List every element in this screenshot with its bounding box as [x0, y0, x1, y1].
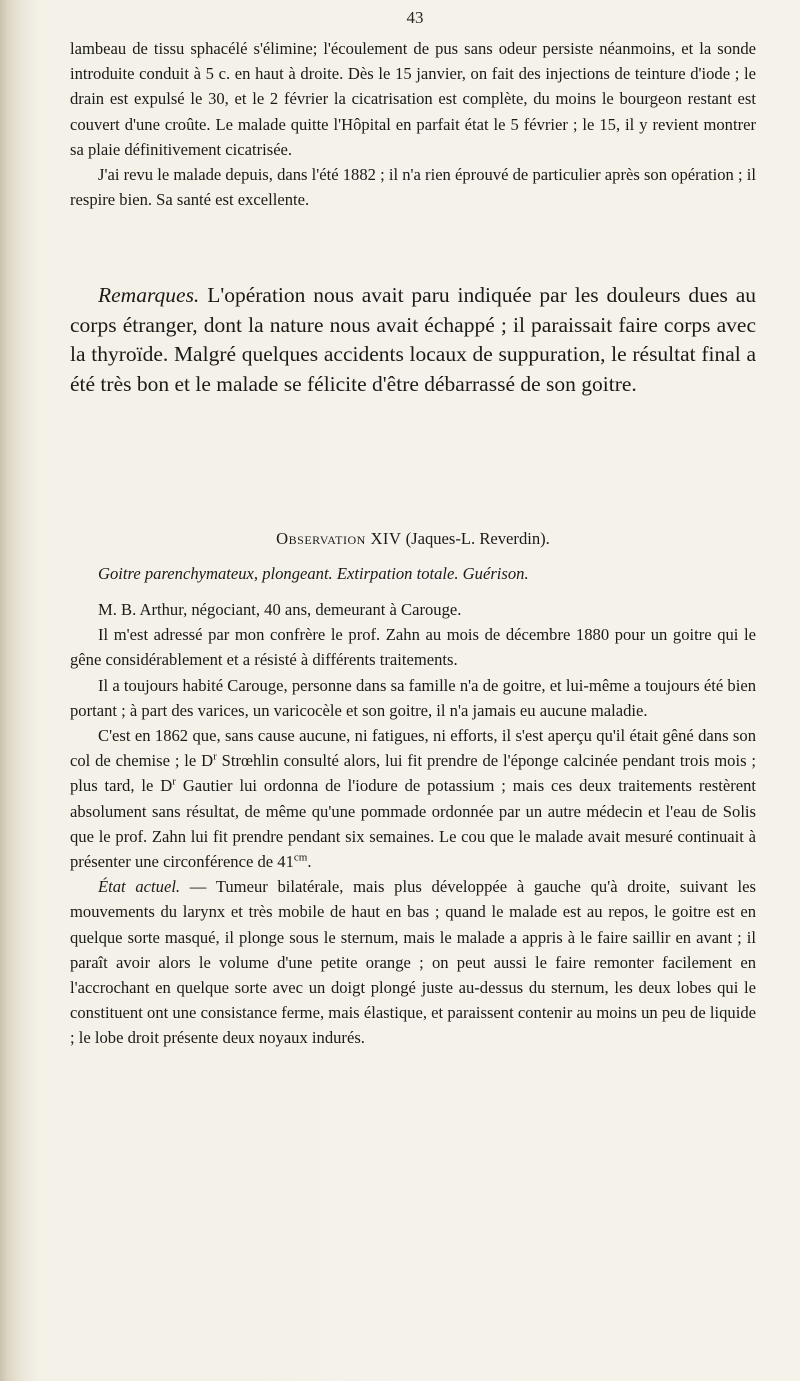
obs-p4-part-b: Strœhlin consulté alors, lui fit prendre de l'éponge calcinée pendant trois mois ; plus tard, le D: [70, 751, 756, 796]
paragraph-continuation: lambeau de tissu sphacélé s'élimine; l'écoulement de pus sans odeur persiste néanmoins, et la sonde introduite conduit à 5 c. en haut à droite. Dès le 15 janvier, on fait des injections de teinture d'iode ; le drain est expulsé le 30, et le 2 février la cicatrisation est complète, du moins le bourgeon restant est couvert d'une croûte. Le malade quitte l'Hôpital en parfait état le 5 février ; le 15, il y revient montrer sa plaie définitivement cicatrisée.: [70, 39, 756, 159]
remarks-section: [70, 281, 756, 399]
observation-header: [70, 526, 756, 551]
page-number: 43: [406, 8, 424, 27]
observation-label: Observation XIV: [276, 529, 402, 548]
observation-paragraph-5: [70, 874, 756, 1050]
observation-body: [70, 597, 756, 1051]
obs-p4-part-c: Gautier lui ordonna de l'iodure de potassium ; mais ces deux traitements restèrent absolument sans résultat, de même qu'une pommade ordonnée par un autre médecin et l'eau de Solis que le prof. Zahn lui fit prendre pendant six semaines. Le cou que le malade avait mesuré continuait à présenter une circonférence de 41: [70, 776, 757, 872]
paragraph-follow-up: J'ai revu le malade depuis, dans l'été 1882 ; il n'a rien éprouvé de particulier après son opération ; il respire bien. Sa santé est excellente.: [70, 165, 756, 210]
observation-subtitle: Goitre parenchymateux, plongeant. Extirpation totale. Guérison.: [98, 564, 529, 583]
observation-title: [70, 526, 756, 551]
obs-p4-sup-3: cm: [293, 851, 308, 864]
obs-p4-part-a: C'est en 1862 que, sans cause aucune, ni fatigues, ni efforts, il s'est aperçu qu'il était gêné dans son col de chemise ; le D: [70, 726, 756, 771]
state-text: — Tumeur bilatérale, mais plus développée à gauche qu'à droite, suivant les mouvements du larynx et très mobile de haut en bas ; quand le malade est au repos, le goitre est en quelque sorte masqué, il plonge sous le sternum, mais le malade a appris à le faire saillir en avant ; il paraît avoir alors le volume d'une petite orange ; on peut aussi le faire remonter facilement en l'accrochant en quelque sorte avec un doigt plongé juste au-dessus du sternum, les deux lobes qui le constituent ont une consistance ferme, mais élastique, et paraissent contenir au moins un peu de liquide ; le lobe droit présente deux noyaux indurés.: [70, 877, 756, 1048]
observation-subtitle-block: [70, 561, 756, 586]
observation-author: (Jaques-L. Reverdin).: [401, 529, 550, 548]
observation-paragraph-2: Il m'est adressé par mon confrère le prof. Zahn au mois de décembre 1880 pour un goitre qui le gêne considérablement et a résisté à différents traitements.: [70, 625, 756, 670]
remarks-text: L'opération nous avait paru indiquée par les douleurs dues au corps étranger, dont la nature nous avait échappé ; il paraissait faire corps avec la thyroïde. Malgré quelques accidents locaux de suppuration, le résultat final a été très bon et le malade se félicite d'être débarrassé de son goitre.: [70, 283, 756, 396]
observation-paragraph-3: Il a toujours habité Carouge, personne dans sa famille n'a de goitre, et lui-même a toujours été bien portant ; à part des varices, un varicocèle et son goitre, il n'a jamais eu aucune maladie.: [70, 675, 756, 720]
state-heading: État actuel.: [98, 877, 181, 897]
observation-paragraph-1: M. B. Arthur, négociant, 40 ans, demeurant à Carouge.: [98, 600, 462, 619]
obs-p4-sup-2: r: [172, 775, 176, 788]
remarks-paragraph: [70, 281, 756, 399]
obs-p4-part-d: .: [307, 852, 312, 872]
previous-case-ending: [70, 36, 756, 212]
remarks-heading: Remarques.: [98, 283, 200, 307]
obs-p4-sup-1: r: [213, 750, 217, 763]
observation-paragraph-4: [70, 723, 756, 874]
